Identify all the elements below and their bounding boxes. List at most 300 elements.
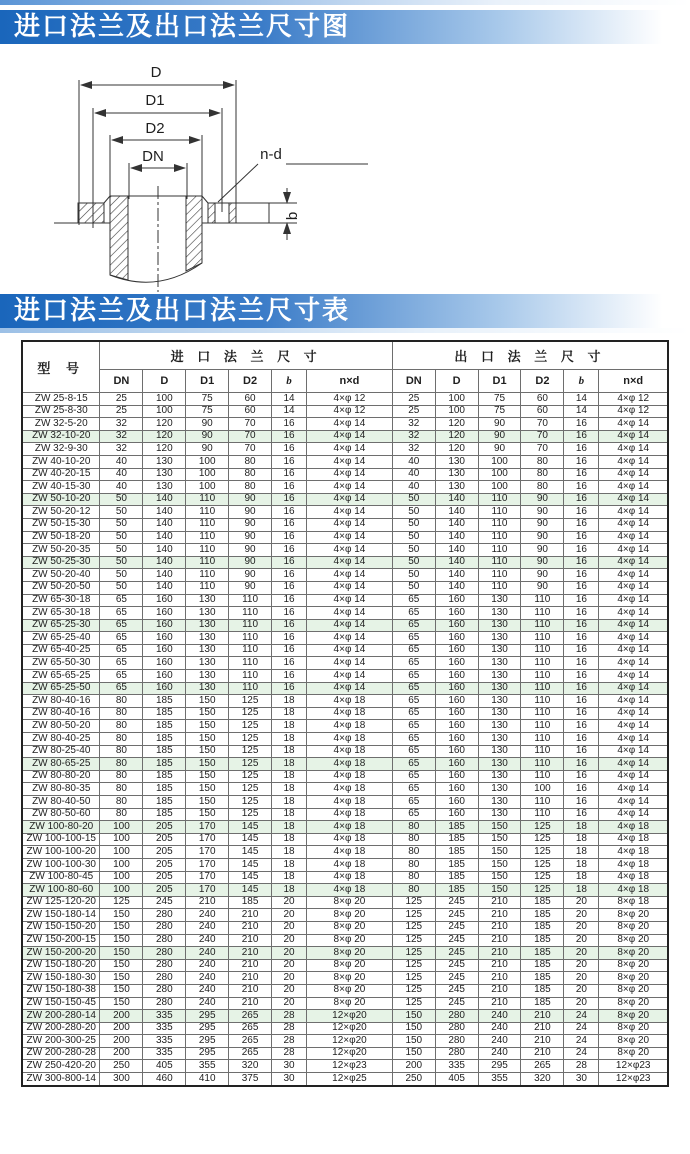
dimension-cell: 240 [478, 1047, 521, 1060]
dimension-cell: 50 [100, 581, 143, 594]
dimension-cell: 16 [564, 493, 599, 506]
table-row [22, 997, 668, 1010]
dimension-cell: 210 [478, 934, 521, 947]
dimension-cell: 20 [564, 959, 599, 972]
dimension-cell: 18 [564, 846, 599, 859]
dimension-cell: 150 [186, 808, 229, 821]
dimension-cell: 16 [564, 468, 599, 481]
model-cell: ZW 150-180-20 [22, 959, 100, 972]
dimension-cell: 16 [271, 619, 306, 632]
dimension-cell: 4×φ 18 [307, 846, 393, 859]
dimension-cell: 4×φ 14 [599, 569, 668, 582]
dimension-cell: 125 [229, 783, 272, 796]
dimension-cell: 4×φ 18 [307, 695, 393, 708]
dimension-cell: 20 [271, 984, 306, 997]
table-row [22, 758, 668, 771]
dimension-cell: 16 [271, 644, 306, 657]
dimension-cell: 4×φ 14 [307, 443, 393, 456]
dimension-cell: 110 [478, 556, 521, 569]
dimension-cell: 160 [435, 745, 478, 758]
dimension-cell: 185 [435, 884, 478, 897]
model-cell: ZW 65-30-18 [22, 594, 100, 607]
dimension-cell: 20 [564, 934, 599, 947]
dimension-cell: 4×φ 14 [307, 607, 393, 620]
dimension-cell: 80 [392, 871, 435, 884]
dimension-cell: 16 [564, 455, 599, 468]
flange-diagram-section [0, 44, 690, 294]
dimension-cell: 70 [229, 430, 272, 443]
dimension-cell: 16 [564, 670, 599, 683]
dimension-cell: 70 [521, 443, 564, 456]
dimension-cell: 140 [435, 581, 478, 594]
dimension-cell: 4×φ 12 [307, 405, 393, 418]
dimension-cell: 4×φ 14 [599, 632, 668, 645]
dimension-cell: 4×φ 18 [307, 884, 393, 897]
dimension-cell: 280 [143, 909, 186, 922]
dimension-cell: 140 [143, 506, 186, 519]
dimension-cell: 405 [143, 1060, 186, 1073]
table-section-banner [0, 294, 690, 328]
model-cell: ZW 200-300-25 [22, 1035, 100, 1048]
dimension-cell: 245 [435, 921, 478, 934]
model-cell: ZW 50-10-20 [22, 493, 100, 506]
dimension-cell: 4×φ 14 [307, 468, 393, 481]
dimension-cell: 4×φ 14 [599, 707, 668, 720]
dimension-cell: 90 [229, 493, 272, 506]
table-row [22, 1060, 668, 1073]
table-row [22, 619, 668, 632]
model-cell: ZW 80-40-16 [22, 695, 100, 708]
dimension-cell: 16 [271, 518, 306, 531]
dimension-cell: 110 [521, 720, 564, 733]
dimension-cell: 150 [186, 758, 229, 771]
dimension-cell: 205 [143, 858, 186, 871]
outlet-col-header-d: D [435, 370, 478, 393]
dimension-cell: 8×φ 20 [599, 934, 668, 947]
dimension-cell: 90 [521, 569, 564, 582]
dimension-cell: 60 [521, 405, 564, 418]
dimension-cell: 60 [229, 405, 272, 418]
table-row [22, 896, 668, 909]
dimension-cell: 140 [435, 518, 478, 531]
dimension-cell: 205 [143, 871, 186, 884]
dimension-cell: 16 [564, 594, 599, 607]
dimension-cell: 320 [521, 1073, 564, 1086]
dimension-cell: 4×φ 18 [599, 821, 668, 834]
dimension-cell: 110 [229, 682, 272, 695]
dimension-cell: 90 [478, 430, 521, 443]
dimension-cell: 185 [143, 796, 186, 809]
table-row [22, 934, 668, 947]
dimension-cell: 145 [229, 858, 272, 871]
inlet-col-header-d: D [143, 370, 186, 393]
dimension-cell: 100 [186, 481, 229, 494]
dimension-cell: 16 [271, 481, 306, 494]
dimension-cell: 185 [143, 720, 186, 733]
dimension-cell: 4×φ 14 [599, 695, 668, 708]
dimension-cell: 8×φ 20 [307, 909, 393, 922]
dimension-cell: 110 [186, 581, 229, 594]
dimension-cell: 8×φ 20 [307, 984, 393, 997]
dimension-cell: 90 [229, 556, 272, 569]
table-row [22, 783, 668, 796]
dimension-cell: 110 [521, 796, 564, 809]
dimension-cell: 40 [100, 455, 143, 468]
dimension-cell: 110 [521, 632, 564, 645]
dimension-cell: 16 [564, 808, 599, 821]
dimension-cell: 8×φ 20 [307, 934, 393, 947]
dimension-cell: 125 [392, 896, 435, 909]
dimension-cell: 12×φ25 [307, 1073, 393, 1086]
dimension-cell: 8×φ 20 [599, 984, 668, 997]
dimension-cell: 18 [271, 783, 306, 796]
dimension-cell: 16 [564, 733, 599, 746]
model-cell: ZW 100-80-20 [22, 821, 100, 834]
dimension-cell: 110 [229, 657, 272, 670]
dimension-cell: 65 [392, 644, 435, 657]
dimension-cell: 4×φ 12 [307, 393, 393, 406]
dim-label-d: D [150, 64, 162, 81]
dimension-cell: 80 [521, 468, 564, 481]
dimension-cell: 4×φ 18 [599, 846, 668, 859]
dimension-cell: 125 [521, 821, 564, 834]
dimension-cell: 245 [435, 984, 478, 997]
dimension-cell: 245 [435, 947, 478, 960]
dimension-cell: 18 [271, 821, 306, 834]
dimension-cell: 50 [392, 556, 435, 569]
dimension-cell: 16 [271, 455, 306, 468]
dimension-cell: 160 [435, 720, 478, 733]
dimension-cell: 280 [143, 972, 186, 985]
dimension-cell: 4×φ 14 [307, 619, 393, 632]
dimension-cell: 18 [271, 846, 306, 859]
dimension-cell: 18 [564, 833, 599, 846]
dimension-cell: 4×φ 14 [599, 619, 668, 632]
dimension-cell: 12×φ20 [307, 1010, 393, 1023]
model-cell: ZW 100-100-30 [22, 858, 100, 871]
dimension-cell: 140 [435, 506, 478, 519]
dimension-cell: 50 [392, 518, 435, 531]
dimension-cell: 125 [392, 947, 435, 960]
dimension-cell: 80 [392, 833, 435, 846]
dimension-cell: 130 [478, 607, 521, 620]
dimension-cell: 130 [478, 770, 521, 783]
dimension-cell: 200 [392, 1060, 435, 1073]
dimension-cell: 40 [392, 481, 435, 494]
model-cell: ZW 40-15-30 [22, 481, 100, 494]
dimension-cell: 28 [271, 1035, 306, 1048]
dimension-cell: 210 [229, 934, 272, 947]
dimension-cell: 240 [478, 1022, 521, 1035]
dimension-cell: 130 [186, 644, 229, 657]
dimension-cell: 20 [271, 997, 306, 1010]
dimension-cell: 80 [392, 821, 435, 834]
dimension-cell: 185 [521, 997, 564, 1010]
dimension-cell: 90 [229, 531, 272, 544]
dimension-cell: 4×φ 18 [307, 821, 393, 834]
dimension-cell: 65 [392, 745, 435, 758]
dimension-cell: 185 [521, 896, 564, 909]
table-row [22, 1073, 668, 1086]
dimension-cell: 4×φ 14 [307, 682, 393, 695]
dimension-cell: 210 [478, 921, 521, 934]
dimension-cell: 75 [478, 405, 521, 418]
dimension-cell: 120 [143, 443, 186, 456]
model-cell: ZW 40-20-15 [22, 468, 100, 481]
dimension-cell: 18 [271, 707, 306, 720]
table-row [22, 393, 668, 406]
dimension-cell: 160 [435, 770, 478, 783]
dimension-cell: 280 [143, 984, 186, 997]
dimension-cell: 210 [521, 1047, 564, 1060]
dimension-cell: 210 [229, 984, 272, 997]
dimension-cell: 130 [478, 644, 521, 657]
dimension-cell: 8×φ 20 [599, 1047, 668, 1060]
dimension-cell: 335 [143, 1010, 186, 1023]
dimension-cell: 150 [186, 796, 229, 809]
model-cell: ZW 50-20-40 [22, 569, 100, 582]
dimension-cell: 28 [271, 1047, 306, 1060]
dimension-cell: 110 [186, 556, 229, 569]
dimension-cell: 16 [271, 632, 306, 645]
dimension-cell: 4×φ 14 [307, 481, 393, 494]
table-row [22, 481, 668, 494]
dimension-cell: 16 [564, 619, 599, 632]
dimension-cell: 14 [271, 393, 306, 406]
dimension-cell: 110 [521, 670, 564, 683]
dimension-cell: 210 [478, 896, 521, 909]
dimension-cell: 110 [521, 770, 564, 783]
dimension-cell: 16 [564, 481, 599, 494]
dimension-cell: 150 [392, 1010, 435, 1023]
dimension-cell: 20 [564, 984, 599, 997]
dimension-cell: 4×φ 14 [307, 455, 393, 468]
dimension-cell: 12×φ23 [599, 1060, 668, 1073]
dimension-cell: 16 [564, 531, 599, 544]
dimension-cell: 150 [392, 1035, 435, 1048]
dimension-cell: 200 [100, 1010, 143, 1023]
dimension-cell: 4×φ 18 [307, 758, 393, 771]
dimension-cell: 265 [229, 1035, 272, 1048]
dimension-cell: 280 [435, 1035, 478, 1048]
table-row [22, 670, 668, 683]
model-cell: ZW 100-80-45 [22, 871, 100, 884]
dimension-cell: 80 [100, 758, 143, 771]
dimension-cell: 16 [564, 430, 599, 443]
dimension-cell: 210 [229, 909, 272, 922]
dimension-cell: 185 [521, 921, 564, 934]
dimension-cell: 130 [478, 720, 521, 733]
table-row [22, 921, 668, 934]
dimension-cell: 125 [229, 695, 272, 708]
dim-label-d2: D2 [145, 120, 165, 137]
dimension-cell: 4×φ 14 [599, 430, 668, 443]
table-row [22, 682, 668, 695]
dimension-cell: 90 [229, 569, 272, 582]
dim-label-nd: n-d [260, 146, 282, 163]
dimension-cell: 185 [521, 959, 564, 972]
dimension-cell: 90 [521, 493, 564, 506]
dimension-cell: 160 [435, 632, 478, 645]
dimension-cell: 4×φ 14 [307, 506, 393, 519]
table-row [22, 1035, 668, 1048]
dimension-cell: 18 [271, 720, 306, 733]
dimension-cell: 110 [229, 644, 272, 657]
dimension-cell: 20 [271, 921, 306, 934]
table-row [22, 531, 668, 544]
dimension-cell: 25 [100, 405, 143, 418]
dimension-cell: 14 [564, 405, 599, 418]
dimension-cell: 16 [271, 468, 306, 481]
dimension-cell: 16 [564, 418, 599, 431]
dimension-cell: 110 [186, 544, 229, 557]
dimension-cell: 160 [143, 607, 186, 620]
dimension-cell: 150 [100, 921, 143, 934]
dimension-cell: 8×φ 18 [599, 896, 668, 909]
dimension-cell: 160 [435, 796, 478, 809]
dimension-cell: 90 [229, 506, 272, 519]
dimension-cell: 4×φ 14 [599, 770, 668, 783]
dimension-cell: 110 [229, 607, 272, 620]
dimension-cell: 145 [229, 884, 272, 897]
dimension-cell: 140 [143, 556, 186, 569]
dimension-cell: 160 [435, 783, 478, 796]
dimension-cell: 20 [271, 959, 306, 972]
table-row [22, 493, 668, 506]
dimension-cell: 210 [229, 921, 272, 934]
dimension-cell: 170 [186, 833, 229, 846]
dimension-cell: 100 [100, 833, 143, 846]
flange-table-section [0, 333, 690, 1087]
dimension-cell: 4×φ 14 [599, 808, 668, 821]
dimension-cell: 28 [271, 1022, 306, 1035]
dimension-cell: 160 [435, 594, 478, 607]
dimension-cell: 16 [564, 607, 599, 620]
model-cell: ZW 150-180-38 [22, 984, 100, 997]
dimension-cell: 4×φ 18 [307, 858, 393, 871]
dimension-cell: 50 [100, 544, 143, 557]
dimension-cell: 130 [478, 733, 521, 746]
dimension-cell: 160 [435, 758, 478, 771]
dimension-cell: 160 [143, 670, 186, 683]
dimension-cell: 295 [186, 1035, 229, 1048]
dimension-cell: 145 [229, 871, 272, 884]
column-header-row [22, 370, 668, 393]
dimension-cell: 110 [186, 518, 229, 531]
dimension-cell: 140 [435, 531, 478, 544]
dimension-cell: 120 [143, 418, 186, 431]
dimension-cell: 90 [521, 506, 564, 519]
dimension-cell: 65 [100, 619, 143, 632]
dimension-cell: 24 [564, 1047, 599, 1060]
dimension-cell: 16 [271, 443, 306, 456]
dimension-cell: 16 [271, 430, 306, 443]
outlet-group-header: 出 口 法 兰 尺 寸 [392, 341, 668, 370]
dimension-cell: 16 [564, 581, 599, 594]
dimension-cell: 150 [100, 909, 143, 922]
dimension-cell: 130 [186, 619, 229, 632]
model-cell: ZW 32-5-20 [22, 418, 100, 431]
dimension-cell: 185 [143, 733, 186, 746]
dimension-cell: 4×φ 14 [599, 581, 668, 594]
dimension-cell: 32 [392, 430, 435, 443]
dimension-cell: 25 [100, 393, 143, 406]
dimension-cell: 65 [392, 783, 435, 796]
table-row [22, 858, 668, 871]
dimension-cell: 150 [100, 984, 143, 997]
dimension-cell: 65 [100, 670, 143, 683]
dimension-cell: 205 [143, 846, 186, 859]
dimension-cell: 210 [521, 1035, 564, 1048]
dimension-cell: 4×φ 18 [307, 707, 393, 720]
dimension-cell: 80 [229, 481, 272, 494]
dimension-cell: 130 [478, 619, 521, 632]
dimension-cell: 8×φ 20 [599, 947, 668, 960]
dimension-cell: 130 [478, 594, 521, 607]
dimension-cell: 170 [186, 821, 229, 834]
dimension-cell: 280 [143, 959, 186, 972]
dimension-cell: 80 [100, 808, 143, 821]
dimension-cell: 100 [435, 393, 478, 406]
dimension-cell: 80 [521, 455, 564, 468]
dimension-cell: 240 [186, 997, 229, 1010]
dimension-cell: 140 [435, 556, 478, 569]
dimension-cell: 110 [229, 594, 272, 607]
dimension-cell: 150 [186, 770, 229, 783]
dimension-cell: 90 [478, 418, 521, 431]
dimension-cell: 125 [392, 997, 435, 1010]
dimension-cell: 185 [143, 695, 186, 708]
dimension-cell: 4×φ 18 [307, 796, 393, 809]
dimension-cell: 4×φ 14 [599, 455, 668, 468]
dimension-cell: 16 [564, 569, 599, 582]
dimension-cell: 185 [521, 934, 564, 947]
dimension-cell: 185 [521, 947, 564, 960]
dimension-cell: 4×φ 14 [307, 518, 393, 531]
dimension-cell: 80 [100, 733, 143, 746]
dimension-cell: 210 [229, 959, 272, 972]
dimension-cell: 16 [564, 657, 599, 670]
model-cell: ZW 200-280-14 [22, 1010, 100, 1023]
dimension-cell: 110 [478, 544, 521, 557]
dimension-cell: 40 [100, 468, 143, 481]
dimension-cell: 90 [229, 544, 272, 557]
dimension-cell: 160 [143, 657, 186, 670]
dimension-cell: 210 [229, 972, 272, 985]
dimension-cell: 50 [100, 493, 143, 506]
dimension-cell: 110 [186, 493, 229, 506]
dimension-cell: 265 [521, 1060, 564, 1073]
dimension-cell: 32 [392, 443, 435, 456]
table-row [22, 569, 668, 582]
dimension-cell: 18 [564, 821, 599, 834]
dimension-cell: 90 [229, 518, 272, 531]
dimension-cell: 130 [186, 632, 229, 645]
dimension-cell: 140 [435, 569, 478, 582]
dimension-cell: 205 [143, 821, 186, 834]
dimension-cell: 16 [564, 556, 599, 569]
dimension-cell: 185 [521, 972, 564, 985]
dimension-cell: 24 [564, 1035, 599, 1048]
dimension-cell: 20 [564, 909, 599, 922]
dim-label-b: b [284, 211, 301, 221]
dimension-cell: 4×φ 14 [599, 544, 668, 557]
dimension-cell: 125 [392, 934, 435, 947]
model-cell: ZW 50-20-12 [22, 506, 100, 519]
dimension-cell: 16 [564, 720, 599, 733]
dimension-cell: 4×φ 14 [599, 418, 668, 431]
dimension-cell: 170 [186, 884, 229, 897]
